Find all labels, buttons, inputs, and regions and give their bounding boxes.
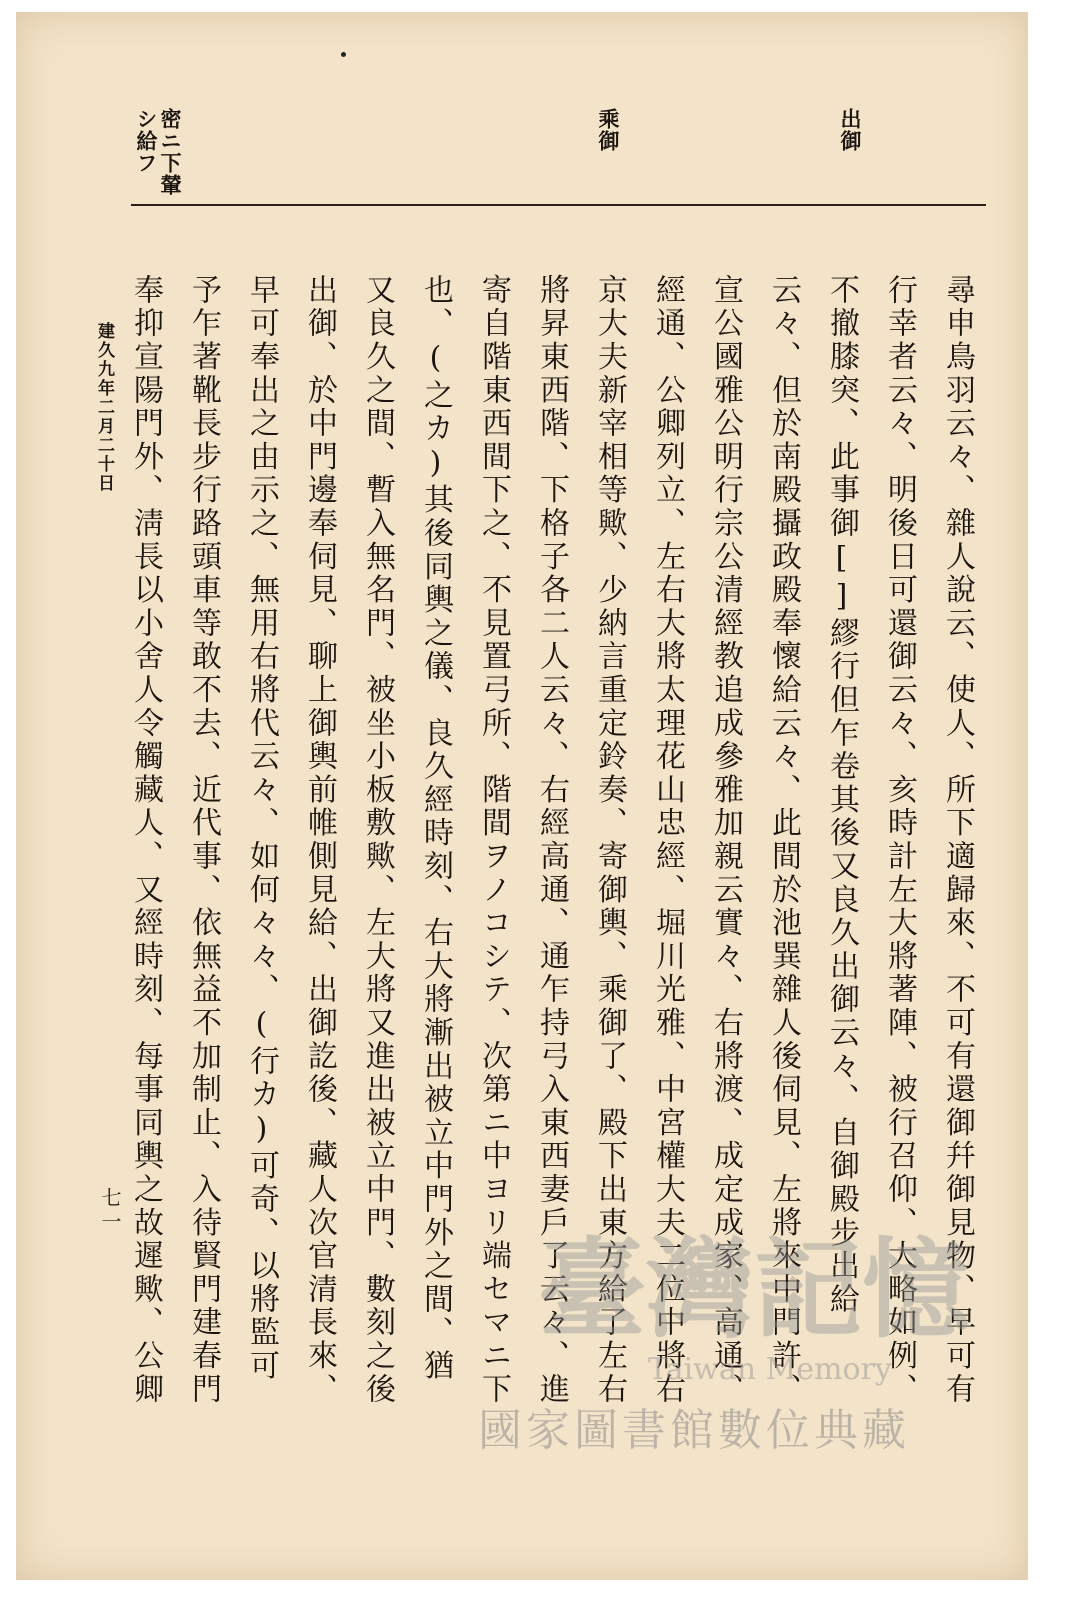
- seal-stamp-subtext: Taiwan Memory: [648, 1352, 892, 1387]
- header-note-2: 乘御: [596, 108, 621, 152]
- header-note-1: 出御: [838, 108, 863, 152]
- seal-stamp-text: 臺灣記憶: [538, 1227, 971, 1353]
- header-note-3: 密ニ下輦シ給フ: [134, 108, 183, 196]
- library-seal-watermark: [528, 1207, 988, 1387]
- library-watermark: 國家圖書館數位典藏: [478, 1405, 910, 1456]
- document-date: 建久九年二月二十日: [94, 322, 114, 493]
- page-number: 七一: [98, 1187, 122, 1235]
- document-page: [16, 12, 1028, 1580]
- ink-dot: [341, 52, 346, 57]
- header-rule: [131, 204, 986, 206]
- body-text: 尋申鳥羽云々、雜人說云、使人、所下適歸來、不可有還御幷御見物、早可有行幸者云々、明後日可還御云々、亥時計左大將著陣、被行召仰、大略如例、不撤膝突、此事御[]繆行但乍卷其後又良久出御云々、自御殿步出給云々、但於南殿攝政殿奉懷給云々、此間於池巽雜人後伺見、左將來中門許、宣公國雅公明行宗公清經教追成參雅加親云實々、右將渡、成定成家、高通、經通、公卿列立、左右大將太理花山忠經、堀川光雅、中宮權大夫二位中將右京大夫新宰相等歟、少納言重定鈴奏、寄御輿、乘御了、殿下出東方給了左右將昇東西階、下格子各二人云々、右經高通、通乍持弓入東西妻戶了云々、進寄自階東西間下之、不見置弓所、階間ヲノコシテ、次第ニ中ヨリ端セマニ下也、(之カ)其後同輿之儀、良久經時刻、右大將漸出被立中門外之間、猶又良久之間、暫入無名門、被坐小板敷歟、左大將又進出被立中門、數刻之後出御、於中門邊奉伺見、聊上御輿前帷側見給、出御訖後、藏人次官清長來、早可奉出之由示之、無用右將代云々、如何々々、(行カ)可奇、以將監可予乍著靴長步行路頭車等敢不去、近代事、依無益不加制止、入待賢門建春門奉抑宣陽門外、淸長以小舍人令觸藏人、又經時刻、每事同輿之故遲歟、公卿: [128, 274, 975, 1407]
